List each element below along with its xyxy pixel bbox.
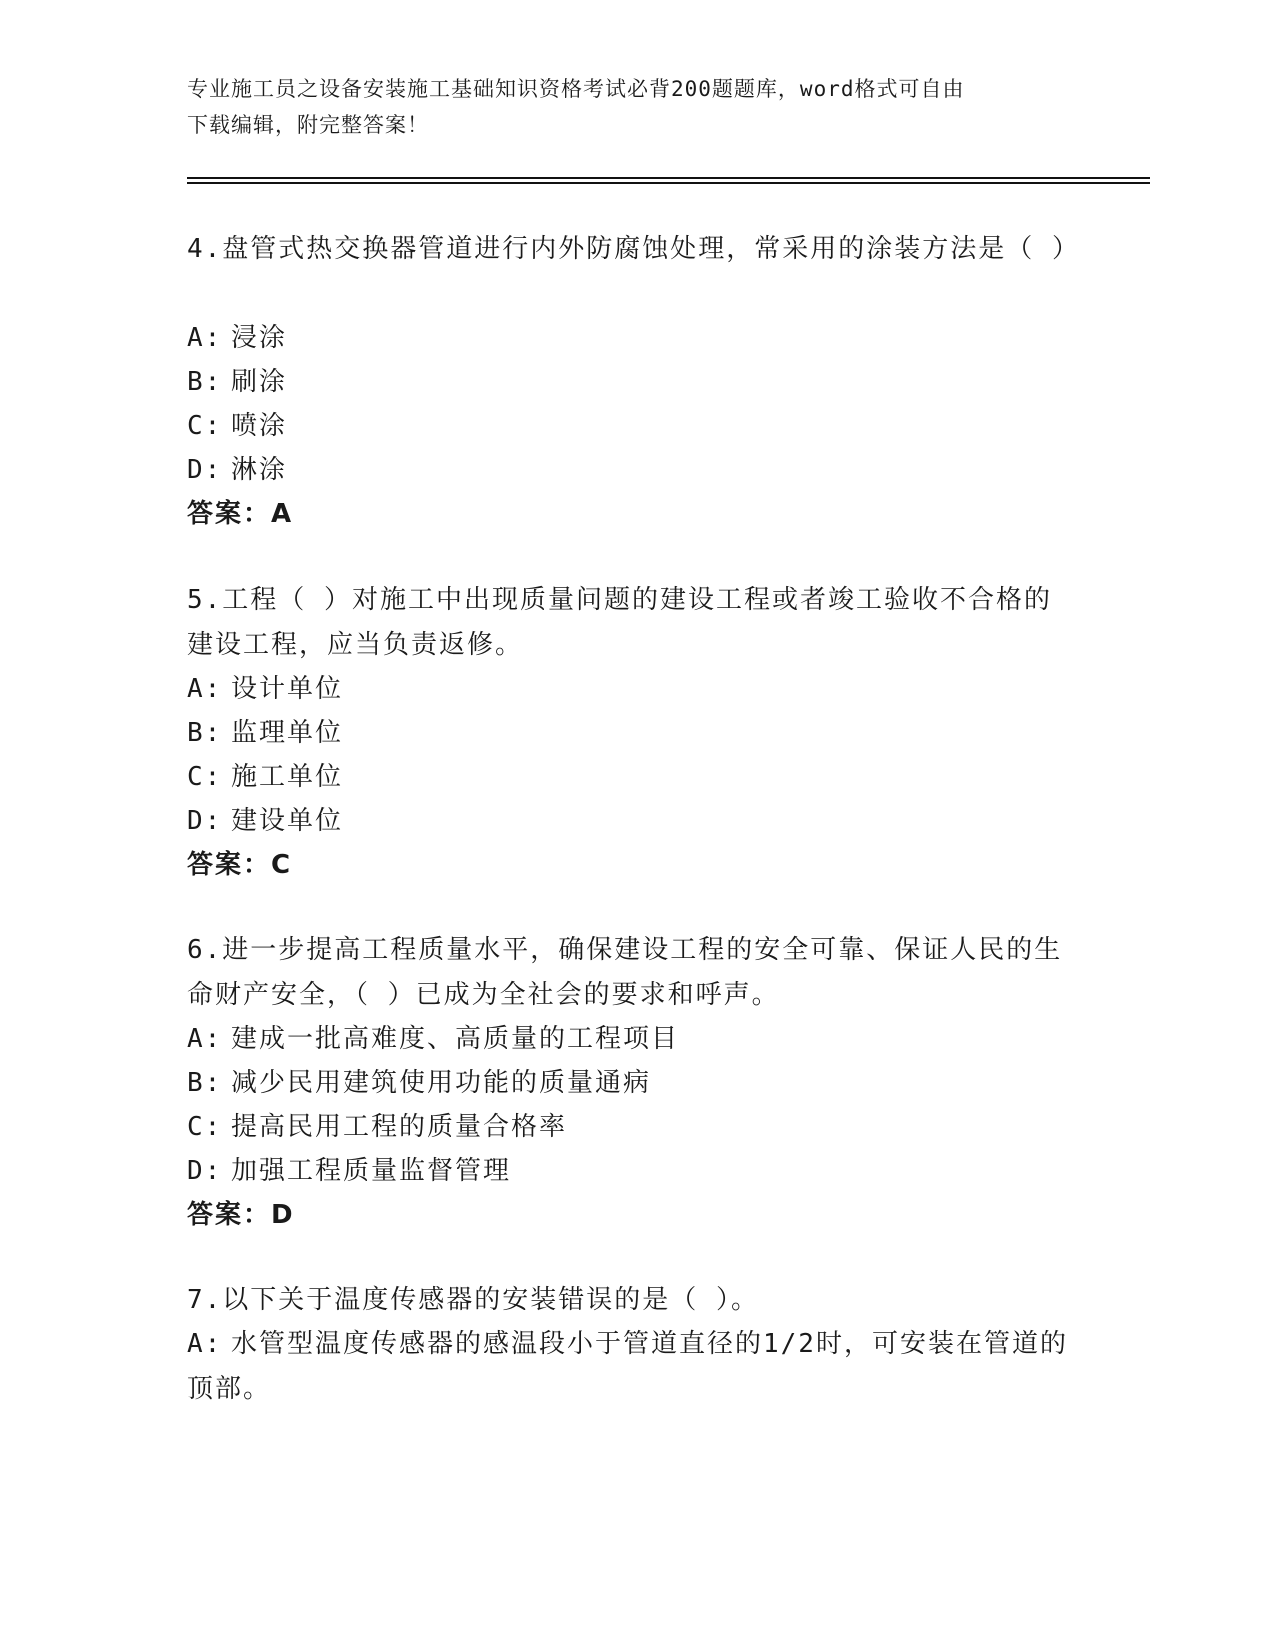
option-key: B:: [187, 718, 223, 748]
option-text: 建设单位: [231, 806, 344, 836]
option-text: 浸涂: [231, 323, 288, 353]
option-key: B:: [187, 1068, 223, 1098]
question-4-option-d: [187, 448, 287, 493]
option-key: D:: [187, 455, 223, 485]
header-line-2: 下载编辑，附完整答案！: [187, 113, 429, 137]
option-text: 建成一批高难度、高质量的工程项目: [231, 1024, 680, 1054]
question-6-text: 6.进一步提高工程质量水平，确保建设工程的安全可靠、保证人民的生命财产安全，（ ）已成为全社会的要求和呼声。: [187, 935, 1063, 1010]
question-6-option-d: [187, 1149, 511, 1194]
option-text: 加强工程质量监督管理: [231, 1156, 512, 1186]
option-key: A:: [187, 1329, 223, 1359]
option-key: A:: [187, 323, 223, 353]
question-7-option-a: [187, 1322, 1077, 1412]
question-4-option-b: [187, 360, 287, 405]
option-key: B:: [187, 367, 223, 397]
option-key: C:: [187, 762, 223, 792]
question-5-text: 5.工程（ ）对施工中出现质量问题的建设工程或者竣工验收不合格的建设工程，应当负责返修。: [187, 585, 1052, 660]
option-key: C:: [187, 1112, 223, 1142]
option-text: 提高民用工程的质量合格率: [231, 1112, 568, 1142]
option-text: 喷涂: [231, 411, 288, 441]
option-text: 淋涂: [231, 455, 288, 485]
option-key: A:: [187, 674, 223, 704]
question-6-option-c: [187, 1105, 567, 1150]
question-4-option-c: [187, 404, 287, 449]
header-divider-top: [187, 177, 1150, 179]
option-text: 监理单位: [231, 718, 344, 748]
question-4-answer: 答案：A: [187, 499, 294, 529]
question-5-option-b: [187, 711, 343, 756]
question-5-option-c: [187, 755, 343, 800]
option-text: 减少民用建筑使用功能的质量通病: [231, 1068, 652, 1098]
header-divider-bottom: [187, 182, 1150, 184]
option-key: D:: [187, 1156, 223, 1186]
option-key: A:: [187, 1024, 223, 1054]
question-6-option-b: [187, 1061, 651, 1106]
question-7-text: 7.以下关于温度传感器的安装错误的是（ ）。: [187, 1285, 759, 1315]
question-4-option-a: [187, 316, 287, 361]
option-key: D:: [187, 806, 223, 836]
question-5-option-a: [187, 667, 343, 712]
option-key: C:: [187, 411, 223, 441]
header-line-1: 专业施工员之设备安装施工基础知识资格考试必背200题题库，word格式可自由: [187, 77, 965, 101]
option-text: 设计单位: [231, 674, 344, 704]
question-4-text: 4.盘管式热交换器管道进行内外防腐蚀处理，常采用的涂装方法是（ ）: [187, 234, 1080, 264]
question-5-option-d: [187, 799, 343, 844]
option-text: 施工单位: [231, 762, 344, 792]
question-6-answer: 答案：D: [187, 1200, 295, 1230]
question-5-answer: 答案：C: [187, 850, 293, 880]
option-text: 水管型温度传感器的感温段小于管道直径的1/2时，可安装在管道的顶部。: [187, 1329, 1068, 1404]
document-header: [187, 71, 1087, 143]
option-text: 刷涂: [231, 367, 288, 397]
question-6-option-a: [187, 1017, 679, 1062]
